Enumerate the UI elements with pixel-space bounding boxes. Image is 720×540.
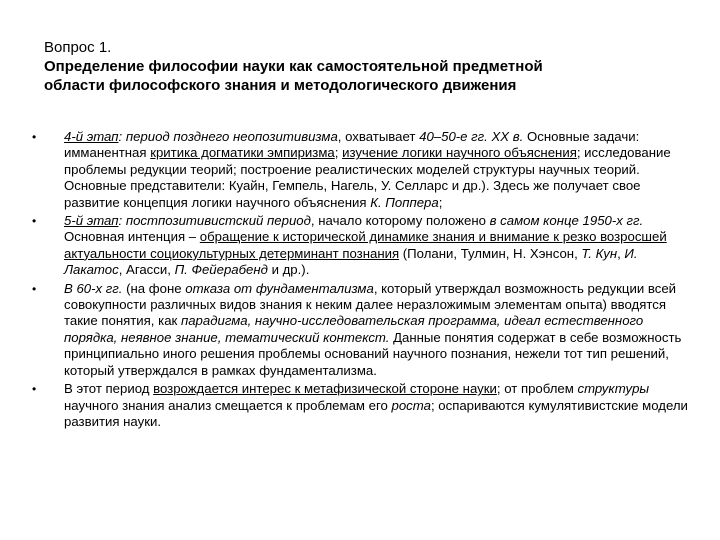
text-run: Данные понятия содержат в себе возможность принципиально иного решения проблемы оснований научного познания, нежели тот тип решений, который утверждался в рамках фундаментализма. bbox=[64, 329, 682, 378]
bullet-item-3 bbox=[30, 281, 694, 379]
bullet-icon: • bbox=[32, 281, 37, 296]
text-run: , bbox=[617, 245, 625, 261]
bullet-item-2 bbox=[30, 213, 694, 279]
bullet-item-1 bbox=[30, 129, 694, 211]
text-run: , начало которому положено bbox=[310, 213, 490, 229]
text-run: : период позднего bbox=[118, 129, 234, 144]
question-number: Вопрос 1. bbox=[44, 39, 112, 56]
bullet-icon: • bbox=[32, 382, 37, 397]
slide-header bbox=[44, 38, 684, 95]
bullet-icon: • bbox=[32, 214, 37, 229]
slide-title bbox=[44, 57, 684, 95]
text-run: Основные задачи: имманентная bbox=[64, 129, 640, 161]
emphasis: неопозитивизма bbox=[233, 129, 338, 144]
text-run: ; исследование проблемы редукции теорий; построение реалистических моделей структуры научных теорий. Основные представители: Куайн, Гемпель, Нагель, У. Селларс и др.). Здесь же получает свое развитие концепция логики научного объяснения bbox=[64, 145, 671, 210]
emphasis: 40–50-е гг. XX в. bbox=[419, 129, 524, 144]
emphasis: отказа от фундаментализма bbox=[185, 280, 374, 296]
text-run: и др.). bbox=[267, 262, 310, 278]
stage-label: 4-й этап bbox=[64, 129, 119, 144]
emphasis: структуры bbox=[577, 381, 650, 397]
text-run: ; bbox=[438, 194, 443, 210]
bullet-item-4 bbox=[30, 381, 694, 430]
bullet-icon: • bbox=[32, 130, 37, 144]
text-run: (на фоне bbox=[122, 280, 186, 296]
emphasis: И. Лакатос bbox=[64, 245, 638, 278]
text-run: , Агасси, bbox=[118, 262, 175, 278]
text-run: ; bbox=[334, 145, 343, 161]
text-run: , охватывает bbox=[337, 129, 420, 144]
title-line-1: Определение философии науки как самостоятельной предметной bbox=[44, 58, 543, 75]
bullet-list bbox=[30, 129, 694, 432]
emphasis: постпозитивистский период bbox=[125, 213, 311, 229]
title-line-2: области философского знания и методологического движения bbox=[44, 77, 517, 94]
emphasis: парадигма, научно-исследовательская программа, идеал естественного порядка, неявное знание, тематический контекст. bbox=[64, 313, 644, 345]
emphasis: К. Поппера bbox=[370, 194, 439, 210]
emphasis: в самом конце 1950-х гг. bbox=[489, 213, 644, 229]
text-run: : bbox=[118, 213, 126, 229]
text-run: ; оспариваются кумулятивистские модели развития науки. bbox=[64, 397, 688, 429]
underlined-text: изучение логики научного объяснения bbox=[342, 145, 577, 161]
stage-label: 5-й этап bbox=[64, 213, 119, 229]
underlined-text: критика догматики эмпиризма bbox=[150, 145, 335, 161]
emphasis: Т. Кун bbox=[581, 245, 618, 261]
text-run: научного знания анализ смещается к проблемам его bbox=[64, 397, 392, 413]
underlined-text: возрождается интерес к метафизической стороне науки bbox=[153, 381, 497, 397]
text-run: В этот период bbox=[64, 381, 154, 397]
underlined-text: обращение к исторической динамике знания и внимание к резко возросшей актуальности социокультурных детерминант познания bbox=[64, 229, 667, 261]
text-run: Основная интенция – bbox=[64, 229, 200, 245]
text-run: ; от проблем bbox=[496, 381, 578, 397]
emphasis: П. Фейерабенд bbox=[174, 262, 268, 278]
emphasis: В 60-х гг. bbox=[64, 280, 123, 296]
text-run: , который утверждал возможность редукции всей совокупности различных видов знания к неким далее неразложимым элементам опыта) вводятся такие понятия, как bbox=[64, 280, 677, 329]
text-run: (Полани, Тулмин, Н. Хэнсон, bbox=[399, 245, 582, 261]
emphasis: роста bbox=[391, 397, 431, 413]
